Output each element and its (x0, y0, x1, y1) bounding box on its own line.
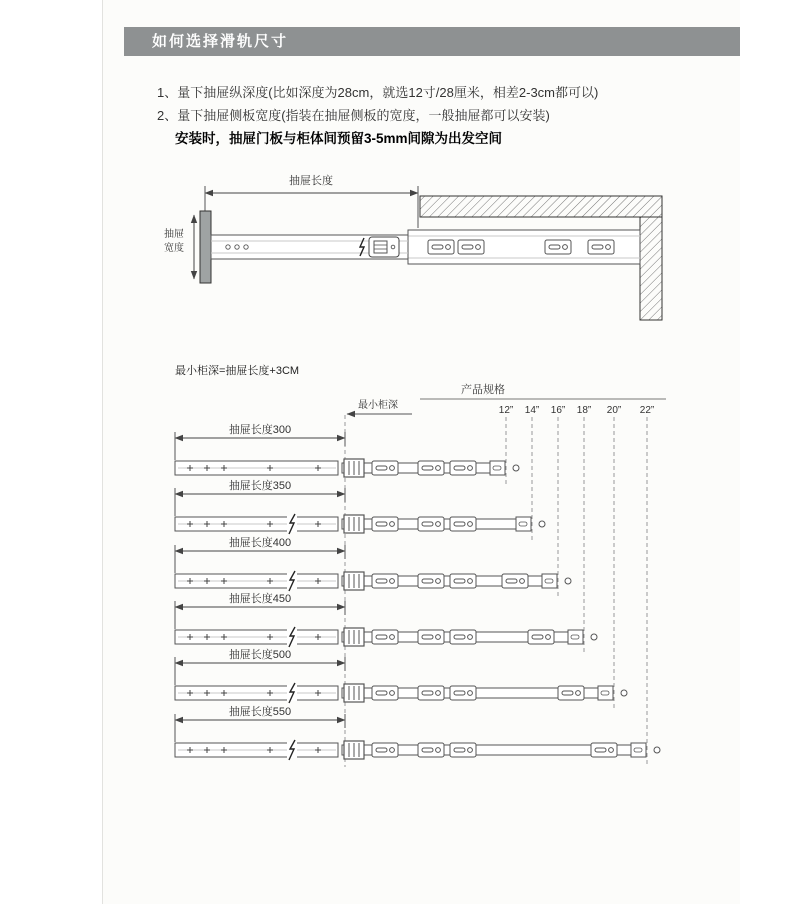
spec-title: 产品规格 (461, 384, 505, 396)
row-label: 抽屉长度350 (228, 480, 292, 492)
break-mark (287, 683, 297, 703)
rail-row-400 (175, 535, 571, 591)
row-label: 抽屉长度450 (228, 593, 292, 605)
inner-rail (211, 235, 408, 259)
rail-row-550 (175, 704, 660, 760)
section-header (124, 27, 740, 56)
formula-label: 最小柜深=抽屉长度+3CM (175, 365, 300, 377)
size-comparison-chart (150, 350, 710, 790)
outer-rail (408, 230, 640, 264)
break-mark (287, 514, 297, 534)
width-dimension-label-2: 宽度 (164, 243, 184, 254)
row-label: 抽屉长度550 (228, 706, 292, 718)
slide-rail-diagram (150, 165, 670, 335)
size-label-16: 16” (550, 405, 566, 416)
length-dimension (205, 173, 418, 229)
min-depth-callout (347, 398, 412, 414)
cabinet-back-panel (640, 217, 662, 320)
rail-row-350 (175, 478, 545, 534)
instruction-1: 1、量下抽屉纵深度(比如深度为28cm，就选12寸/28厘米，相差2-3cm都可以) (157, 85, 599, 100)
size-label-22: 22” (639, 405, 655, 416)
rail-row-450 (175, 591, 597, 647)
cabinet-top-panel (420, 196, 662, 217)
row-label: 抽屉长度500 (228, 649, 292, 661)
drawer-front-plate (200, 211, 211, 283)
size-label-20: 20” (606, 405, 622, 416)
width-dimension (164, 215, 194, 279)
width-dimension-label-1: 抽屉 (164, 229, 184, 240)
length-dimension-label: 抽屉长度 (289, 175, 333, 187)
instructions (157, 84, 717, 153)
rail-row-300 (175, 422, 519, 477)
size-label-14: 14” (524, 405, 540, 416)
instruction-note: 安装时，抽屉门板与柜体间预留3-5mm间隙为出发空间 (175, 131, 503, 146)
section-title: 如何选择滑轨尺寸 (152, 33, 289, 50)
row-label: 抽屉长度300 (228, 424, 292, 436)
left-divider (102, 0, 103, 904)
size-label-12: 12” (498, 405, 514, 416)
instruction-2: 2、量下抽屉侧板宽度(指装在抽屉侧板的宽度，一般抽屉都可以安装) (157, 108, 550, 123)
size-label-18: 18” (576, 405, 592, 416)
break-mark (287, 627, 297, 647)
break-mark (287, 571, 297, 591)
spec-header (420, 382, 666, 416)
rail-row-500 (175, 647, 627, 703)
min-depth-label: 最小柜深 (358, 400, 398, 411)
row-label: 抽屉长度400 (228, 537, 292, 549)
break-mark (287, 740, 297, 760)
